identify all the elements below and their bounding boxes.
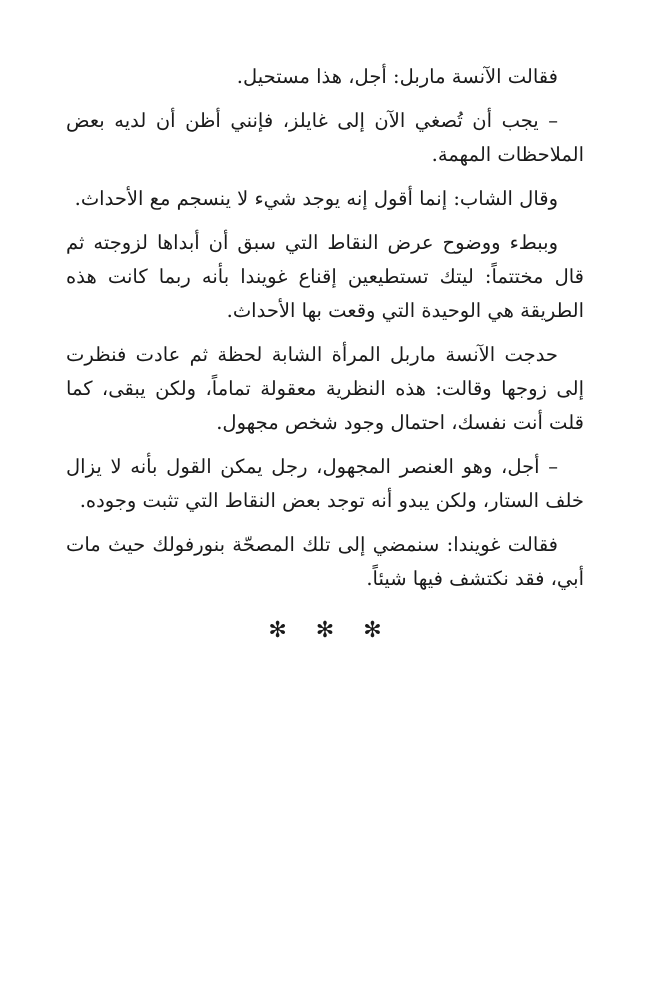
paragraph-1: فقالت الآنسة ماربل: أجل، هذا مستحيل. — [236, 65, 558, 88]
paragraph-3: وقال الشاب: إنما أقول إنه يوجد شيء لا ينسجم مع الأحداث. — [74, 187, 558, 210]
section-separator — [66, 614, 584, 648]
paragraph-5: حدجت الآنسة ماربل المرأة الشابة لحظة ثم عادت فنظرت إلى زوجها وقالت: هذه النظرية معقولة تماماً، ولكن يبقى، كما قلت أنت نفسك، احتمال وجود شخص مجهول. — [66, 343, 584, 434]
book-page — [66, 60, 584, 648]
asterism-star-icon: ✻ — [315, 618, 335, 643]
paragraph-6: – أجل، وهو العنصر المجهول، رجل يمكن القول بأنه لا يزال خلف الستار، ولكن يبدو أنه توجد بعض النقاط التي تثبت وجوده. — [66, 455, 584, 512]
asterism-star-icon: ✻ — [363, 618, 382, 643]
paragraph-2: – يجب أن تُصغي الآن إلى غايلز، فإنني أظن أن لديه بعض الملاحظات المهمة. — [66, 109, 584, 166]
paragraph-7: فقالت غويندا: سنمضي إلى تلك المصحّة بنورفولك حيث مات أبي، فقد نكتشف فيها شيئاً. — [66, 533, 584, 590]
asterism-star-icon: ✻ — [268, 618, 287, 643]
paragraph-4: وببطء ووضوح عرض النقاط التي سبق أن أبداها لزوجته ثم قال مختتماً: ليتك تستطيعين إقناع غويندا بأنه ربما كانت هذه الطريقة هي الوحيدة التي وقعت بها الأحداث. — [66, 231, 584, 322]
